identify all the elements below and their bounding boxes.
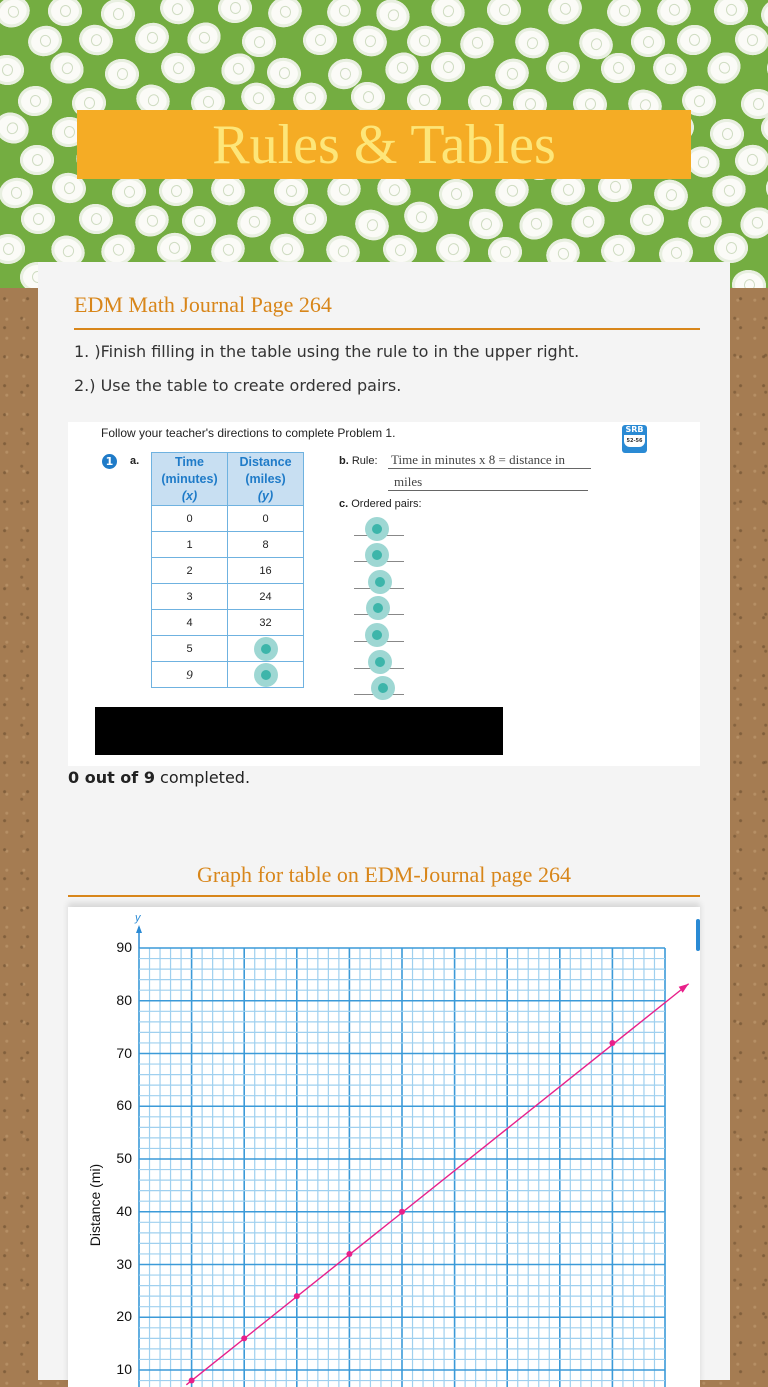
hotspot-icon[interactable] — [365, 543, 389, 567]
hotspot-icon[interactable] — [368, 570, 392, 594]
graph-heading-divider — [68, 895, 700, 897]
answer-field-y-9[interactable] — [228, 662, 304, 688]
cell-x: 5 — [152, 636, 228, 662]
pattern-dot — [218, 0, 253, 23]
section-heading-graph: Graph for table on EDM-Journal page 264 — [197, 862, 571, 887]
pattern-dot — [730, 268, 767, 288]
pattern-dot — [713, 232, 749, 264]
table-row — [152, 636, 304, 662]
pattern-dot — [181, 205, 217, 237]
hotspot-icon[interactable] — [365, 623, 389, 647]
cell-x: 9 — [152, 662, 228, 688]
pattern-dot — [48, 0, 82, 26]
y-axis-label: Distance (mi) — [87, 1163, 104, 1247]
section-heading-journal: EDM Math Journal Page 264 — [74, 292, 332, 317]
pattern-dot — [78, 202, 114, 235]
pattern-dot — [630, 26, 666, 58]
header-time: Time (minutes) (x) — [152, 453, 228, 506]
ordered-pair-blank-2[interactable] — [354, 561, 404, 562]
pattern-dot — [158, 175, 194, 207]
title-banner — [77, 110, 691, 179]
pattern-dot — [264, 55, 303, 91]
hotspot-icon[interactable] — [368, 650, 392, 674]
graph-image — [68, 907, 700, 1387]
pattern-dot — [712, 0, 750, 27]
ordered-pair-blank-7[interactable] — [354, 694, 404, 695]
rule-text-line1: Time in minutes x 8 = distance in — [388, 452, 591, 469]
pattern-dot — [156, 0, 197, 28]
pattern-dot — [20, 145, 54, 175]
pattern-dot — [274, 176, 309, 207]
hotspot-icon[interactable] — [254, 637, 278, 661]
srb-label: SRB — [625, 425, 644, 434]
line-graph — [68, 907, 700, 1387]
pattern-dot — [17, 84, 54, 117]
pattern-dot — [20, 204, 55, 235]
pattern-dot — [131, 19, 172, 58]
y-tick-label: 70 — [116, 1044, 132, 1061]
pattern-dot — [349, 81, 386, 114]
pattern-dot — [709, 118, 745, 150]
hotspot-icon[interactable] — [366, 596, 390, 620]
pattern-dot — [264, 0, 306, 32]
progress-status: 0 out of 9 completed. — [68, 768, 251, 787]
pattern-dot — [675, 22, 713, 57]
redacted-region — [95, 707, 503, 755]
pattern-dot — [627, 202, 667, 239]
worksheet-image — [68, 422, 700, 766]
header-distance: Distance (miles) (y) — [228, 453, 304, 506]
content-card — [38, 262, 730, 1380]
pattern-dot — [603, 0, 644, 30]
pattern-dot — [182, 16, 226, 58]
y-tick-label: 30 — [116, 1255, 132, 1272]
rule-row: b. Rule: — [339, 455, 378, 467]
cell-y: 32 — [228, 610, 304, 636]
instruction-1: 1. )Finish filling in the table using the rule to in the upper right. — [74, 342, 580, 361]
cell-y: 8 — [228, 532, 304, 558]
y-tick-label: 10 — [116, 1361, 132, 1377]
pattern-dot — [430, 52, 465, 83]
ordered-pair-blank-5[interactable] — [354, 641, 404, 642]
pattern-dot — [733, 142, 768, 178]
y-tick-label: 50 — [116, 1150, 132, 1166]
cell-x: 3 — [152, 584, 228, 610]
table-row — [152, 506, 304, 532]
pattern-dot — [741, 89, 768, 120]
pattern-dot — [511, 23, 553, 63]
ordered-pair-blank-3[interactable] — [354, 588, 404, 589]
cell-x: 1 — [152, 532, 228, 558]
ordered-pair-blank-4[interactable] — [354, 614, 404, 615]
answer-field-y-5[interactable] — [228, 636, 304, 662]
pattern-dot — [0, 234, 25, 265]
table-row — [152, 584, 304, 610]
worksheet-directions: Follow your teacher's directions to complete Problem 1. — [101, 426, 396, 440]
page-title: Rules & Tables — [212, 113, 556, 176]
srb-pages: 52-56 — [624, 435, 645, 447]
cell-x: 0 — [152, 506, 228, 532]
y-tick-label: 90 — [116, 939, 132, 955]
table-row — [152, 558, 304, 584]
y-tick-label: 60 — [116, 1097, 132, 1114]
cell-y: 24 — [228, 584, 304, 610]
ordered-pair-blank-6[interactable] — [354, 668, 404, 669]
ordered-pair-blank-1[interactable] — [354, 535, 404, 536]
pattern-dot — [292, 203, 328, 236]
part-a-label: a. — [130, 455, 140, 467]
table-row — [152, 662, 304, 688]
pattern-dot — [157, 49, 198, 88]
table-row — [152, 532, 304, 558]
cell-y: 16 — [228, 558, 304, 584]
hotspot-icon[interactable] — [254, 663, 278, 687]
y-tick-label: 20 — [116, 1308, 132, 1325]
pattern-dot — [544, 0, 586, 29]
hotspot-icon[interactable] — [371, 676, 395, 700]
cell-x: 2 — [152, 558, 228, 584]
table-row — [152, 610, 304, 636]
instruction-2: 2.) Use the table to create ordered pairs. — [74, 376, 402, 395]
ordered-pairs-label: c. Ordered pairs: — [339, 498, 422, 510]
pattern-dot — [104, 58, 140, 91]
pattern-dot — [100, 0, 136, 30]
rule-table — [151, 452, 304, 688]
y-tick-label: 40 — [116, 1202, 132, 1219]
pattern-dot — [487, 0, 523, 26]
y-tick-label: 80 — [116, 991, 132, 1008]
pattern-dot — [732, 22, 768, 58]
pattern-dot — [543, 49, 583, 86]
hotspot-icon[interactable] — [365, 517, 389, 541]
pattern-dot — [109, 174, 148, 209]
pattern-dot — [649, 50, 690, 89]
pattern-dot — [566, 201, 610, 243]
pattern-dot — [707, 170, 751, 212]
problem-number-badge: 1 — [102, 454, 117, 469]
pattern-dot — [302, 23, 338, 55]
pattern-dot — [701, 47, 745, 90]
cell-x: 4 — [152, 610, 228, 636]
pattern-dot — [400, 197, 442, 237]
pattern-dot — [438, 178, 474, 210]
pattern-dot — [0, 53, 25, 86]
cell-y: 0 — [228, 506, 304, 532]
pattern-dot — [514, 203, 558, 246]
heading-divider — [74, 328, 700, 330]
pattern-dot — [0, 0, 35, 32]
srb-book-icon — [622, 425, 647, 453]
pattern-dot — [154, 230, 193, 266]
svg-text:y: y — [135, 912, 141, 924]
rule-text-line2: miles — [388, 474, 588, 491]
